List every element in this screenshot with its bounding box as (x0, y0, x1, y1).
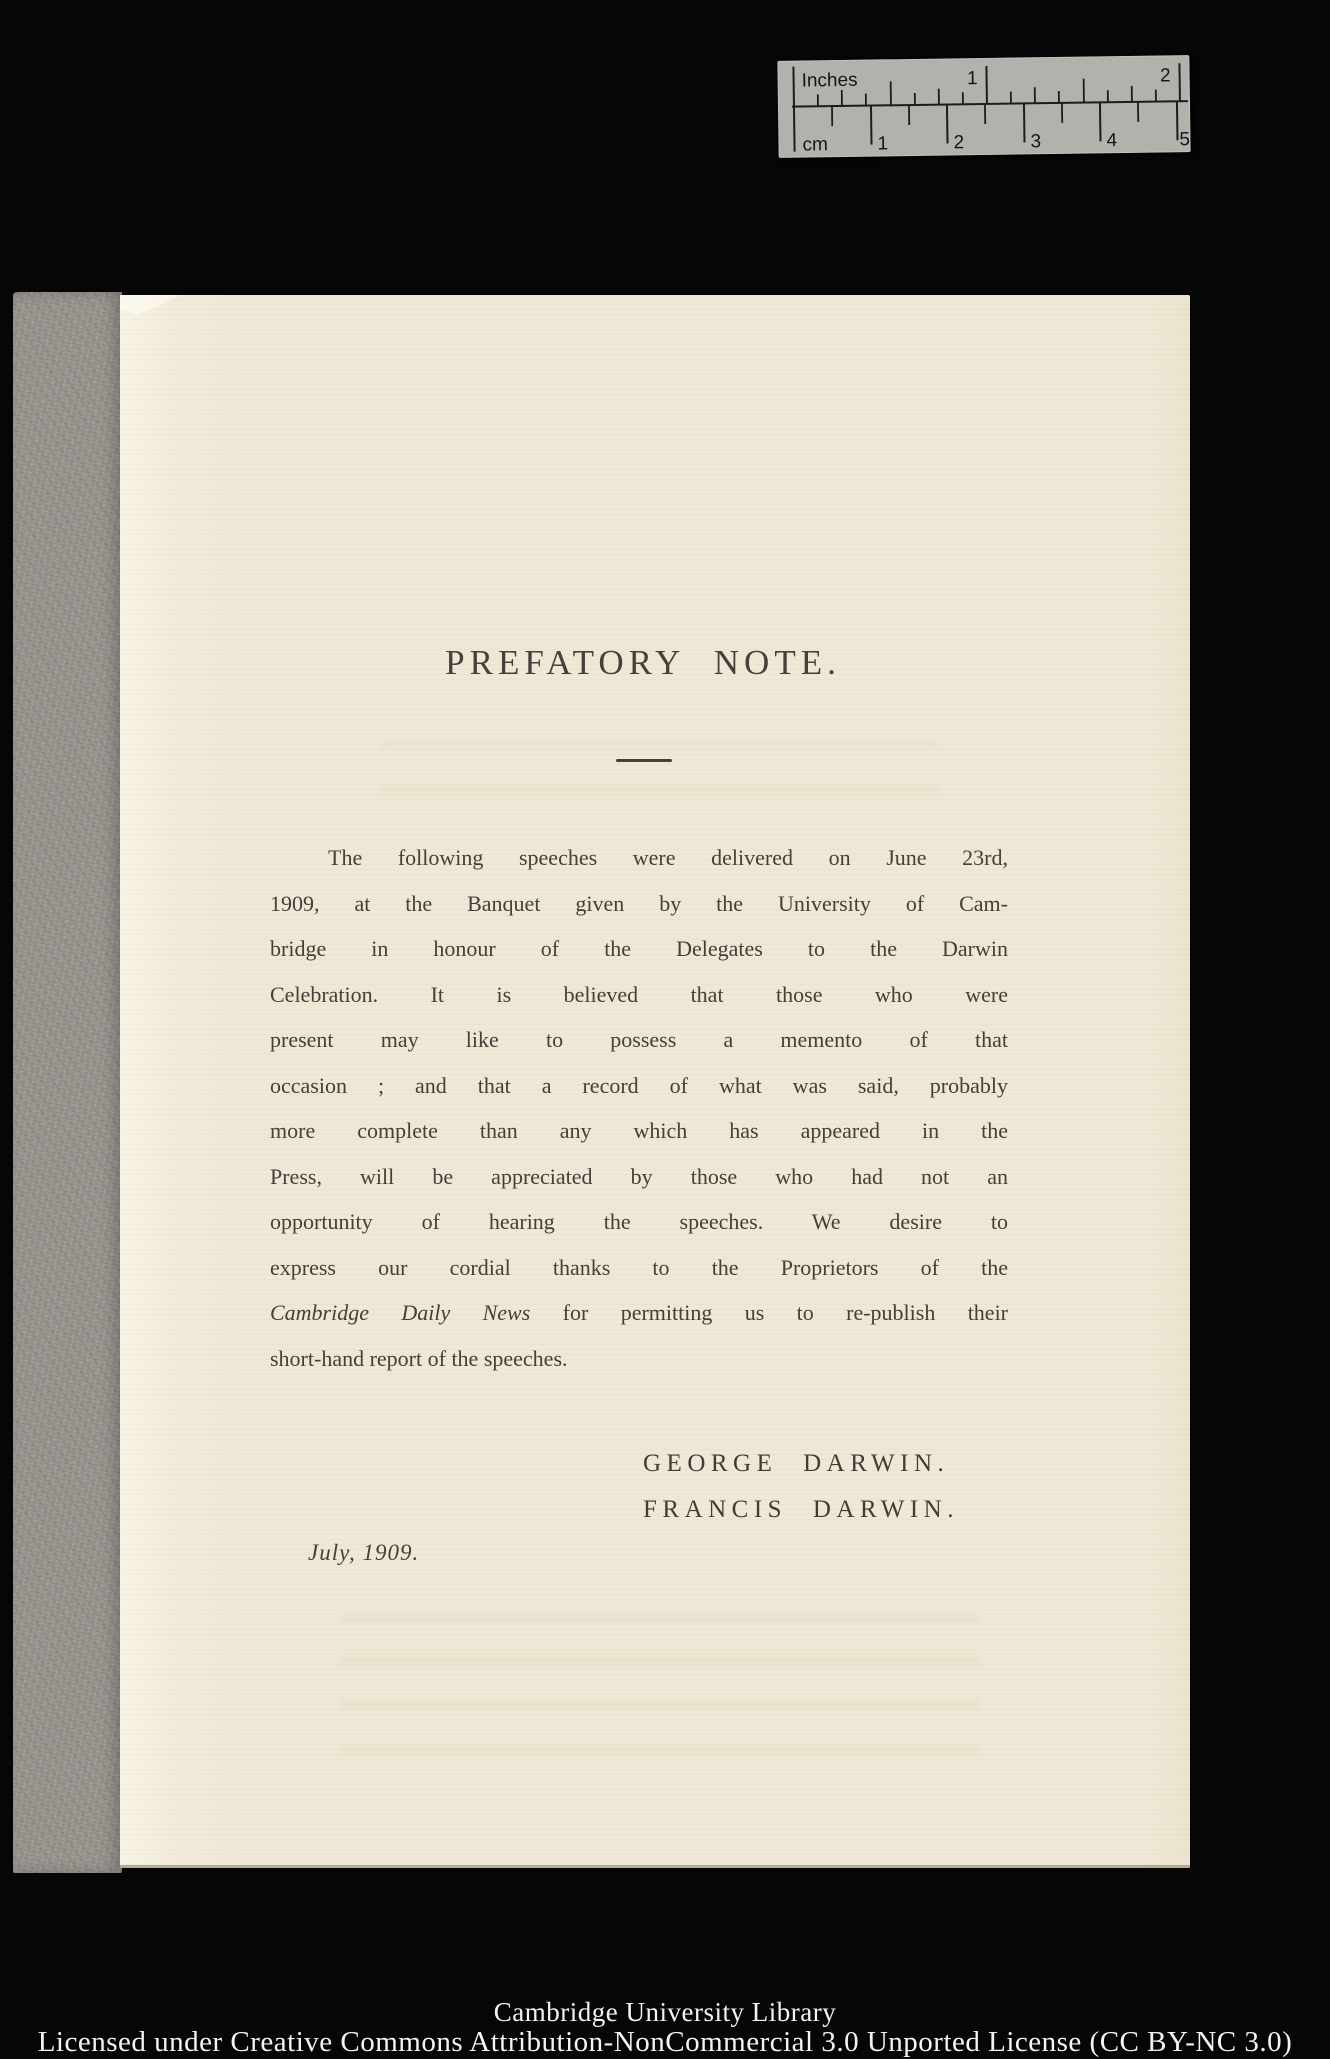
ruler-graphic (777, 55, 1190, 158)
verso-show-through (340, 1615, 980, 1755)
ruler-cm-1: 1 (877, 133, 889, 155)
ruler-cm-5: 5 (1179, 129, 1191, 151)
book-page (120, 295, 1190, 1868)
ruler-cm-4: 4 (1106, 130, 1118, 152)
ruler-cm-label: cm (802, 134, 828, 156)
ruler-cm-3: 3 (1030, 131, 1042, 153)
footer-license-text: Licensed under Creative Commons Attribution-NonCommercial 3.0 Unported License (CC BY-NC 3.0) (37, 2026, 1293, 2058)
verso-show-through (380, 735, 940, 795)
footer-library-name: Cambridge University Library (493, 1997, 837, 2027)
paragraph-line: present may like to possess a memento of that (270, 1027, 1008, 1052)
library-footer (0, 1998, 1330, 2057)
date-line: July, 1909. (308, 1540, 420, 1565)
paragraph-line: opportunity of hearing the speeches. We desire to (270, 1209, 1008, 1234)
ruler-cm-2: 2 (953, 132, 965, 154)
paragraph-line: bridge in honour of the Delegates to the Darwin (270, 936, 1008, 961)
paragraph-line: express our cordial thanks to the Proprietors of the (270, 1254, 1008, 1280)
ruler-inch-2: 2 (1159, 65, 1171, 87)
signature-francis-darwin: FRANCIS DARWIN. (643, 1496, 959, 1523)
ruler-inch-1: 1 (966, 68, 978, 90)
paragraph-line: Celebration. It is believed that those who were (270, 981, 1008, 1007)
signature-george-darwin: GEORGE DARWIN. (643, 1450, 950, 1477)
paragraph-line: The following speeches were delivered on June 23rd, (328, 845, 1008, 870)
paragraph-line: 1909, at the Banquet given by the University of Cam- (270, 890, 1008, 916)
signatures (643, 1441, 959, 1533)
title-divider-rule (616, 759, 672, 762)
paragraph-line-text: for permitting us to re-publish their (562, 1300, 1009, 1325)
italic-publication-name: Cambridge Daily News (270, 1300, 531, 1325)
paragraph-line: Press, will be appreciated by those who had not an (270, 1163, 1008, 1189)
paragraph-line: short-hand report of the speeches. (270, 1345, 568, 1371)
book-flyleaf-edge (13, 292, 122, 1873)
paragraph-line (270, 1290, 1008, 1336)
measurement-ruler (777, 55, 1190, 158)
paragraph-line: occasion ; and that a record of what was said, probably (270, 1072, 1008, 1098)
paragraph-line: more complete than any which has appeared in the (270, 1118, 1008, 1143)
page-title: PREFATORY NOTE. (445, 643, 841, 682)
prefatory-note-paragraph (270, 835, 1008, 1381)
ruler-inches-label: Inches (801, 69, 858, 92)
